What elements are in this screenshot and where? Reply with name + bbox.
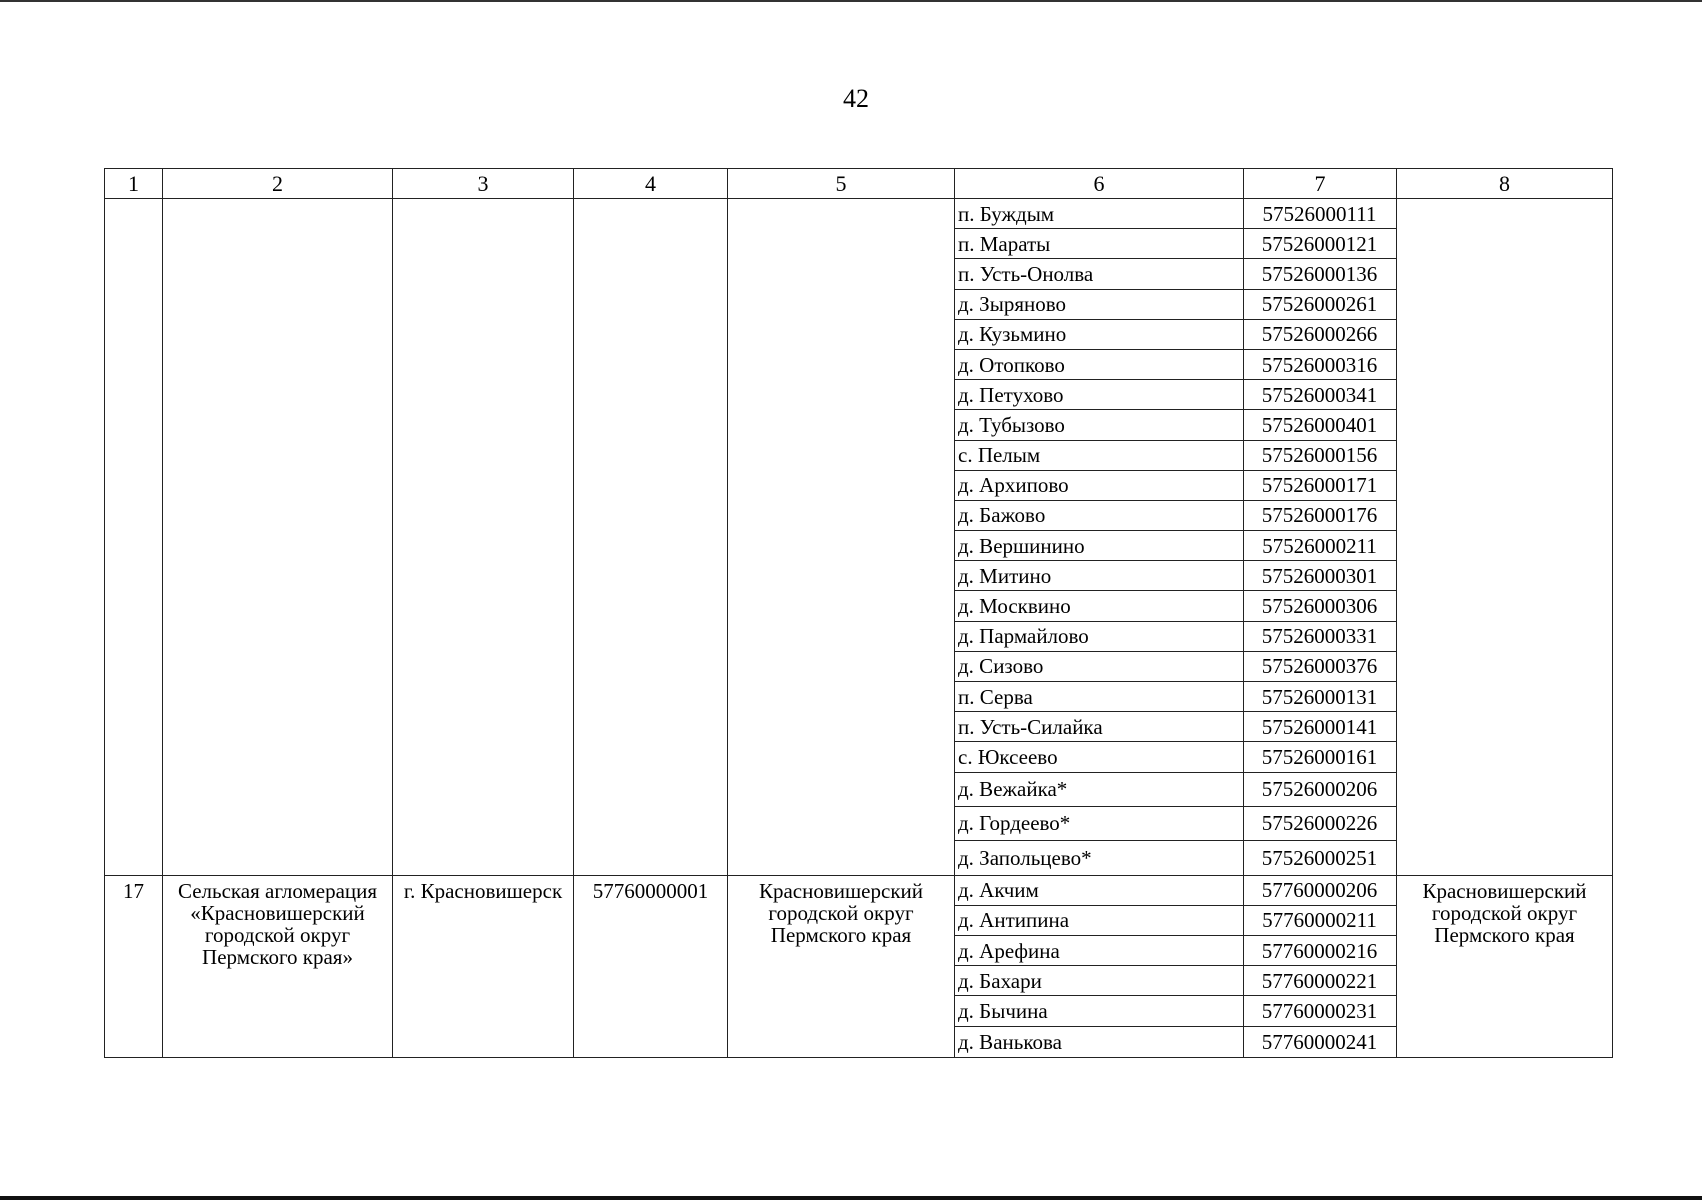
settlement-name: д. Запольцево* [958,845,1092,870]
settlement-name: д. Антипина [955,906,1243,936]
header-col-7: 7 [1244,169,1397,199]
settlement-code: 57760000216 [1244,936,1396,966]
settlement-name: д. Тубызово [955,410,1243,440]
scan-edge-top [0,0,1702,2]
settlement-code: 57526000171 [1244,471,1396,501]
settlement-code: 57526000211 [1244,531,1396,561]
header-col-2: 2 [163,169,393,199]
center-code: 57760000001 [574,875,728,1057]
settlement-code: 57526000401 [1244,410,1396,440]
settlement-code: 57526000316 [1244,350,1396,380]
settlement-name: д. Отопково [955,350,1243,380]
settlement-code: 57760000241 [1261,1029,1378,1054]
header-col-8: 8 [1397,169,1613,199]
settlement-code: 57526000306 [1244,591,1396,621]
settlement-code: 57526000131 [1244,682,1396,712]
settlement-name: с. Пелым [955,441,1243,471]
settlement-code: 57526000176 [1244,501,1396,531]
header-col-4: 4 [574,169,728,199]
header-col-3: 3 [393,169,574,199]
settlement-name: д. Бажово [955,501,1243,531]
settlement-name: д. Арефина [955,936,1243,966]
number-cell [105,199,163,876]
settlement-name: д. Архипово [955,471,1243,501]
row-number: 17 [105,875,163,1057]
settlement-code: 57526000161 [1244,742,1396,772]
settlement-list [955,199,1244,876]
settlement-code: 57526000136 [1244,259,1396,289]
settlement-code-list [1244,199,1397,876]
settlement-name: д. Пармайлово [955,622,1243,652]
settlement-name: п. Буждым [955,199,1243,229]
settlement-name: с. Юксеево [955,742,1243,772]
settlement-code: 57526000111 [1244,199,1396,229]
header-col-1: 1 [105,169,163,199]
settlement-name: п. Серва [955,682,1243,712]
settlement-list [955,875,1244,1057]
settlement-name: д. Кузьмино [955,320,1243,350]
settlement-code: 57760000206 [1244,876,1396,906]
center-name: г. Красновишерск [393,875,574,1057]
settlement-code: 57760000221 [1244,966,1396,996]
responsible-name: Красновишерский городской округ Пермского края [1397,875,1613,1057]
settlement-name: д. Гордеево* [955,807,1243,841]
settlements-table [104,168,1613,1058]
responsible-cell [1397,199,1613,876]
municipality-cell [728,199,955,876]
settlement-code: 57526000376 [1244,652,1396,682]
table-row [105,875,1613,1057]
settlement-name: п. Усть-Онолва [955,259,1243,289]
settlement-name: д. Митино [955,561,1243,591]
settlement-name: д. Петухово [955,380,1243,410]
header-col-6: 6 [955,169,1244,199]
agglomeration-cell [163,199,393,876]
settlement-name: д. Зыряново [955,290,1243,320]
settlement-code-list [1244,875,1397,1057]
settlement-code: 57760000231 [1244,996,1396,1026]
settlement-name: д. Москвино [955,591,1243,621]
center-cell [393,199,574,876]
settlement-code: 57760000211 [1244,906,1396,936]
settlement-code: 57526000156 [1244,441,1396,471]
settlement-name: д. Акчим [955,876,1243,906]
center-code-cell [574,199,728,876]
table-row [105,199,1613,876]
agglomeration-name: Сельская агломерация «Красновишерский городской округ Пермского края» [163,875,393,1057]
settlement-name: д. Ванькова [958,1029,1062,1054]
settlement-name: п. Мараты [955,229,1243,259]
settlement-name: д. Бахари [955,966,1243,996]
settlement-code: 57526000121 [1244,229,1396,259]
settlement-code: 57526000206 [1244,773,1396,807]
header-row [105,169,1613,199]
municipality-name: Красновишерский городской округ Пермского края [728,875,955,1057]
settlement-name: п. Усть-Силайка [955,712,1243,742]
settlement-code: 57526000301 [1244,561,1396,591]
settlement-name: д. Бычина [955,996,1243,1026]
scan-edge-bottom [0,1196,1702,1200]
settlement-code: 57526000141 [1244,712,1396,742]
settlement-code: 57526000341 [1244,380,1396,410]
page-number: 42 [843,84,869,113]
settlement-code: 57526000261 [1244,290,1396,320]
settlement-code: 57526000226 [1244,807,1396,841]
header-col-5: 5 [728,169,955,199]
settlement-name: д. Вершинино [955,531,1243,561]
settlement-name: д. Сизово [955,652,1243,682]
settlement-name: д. Вежайка* [955,773,1243,807]
settlement-code: 57526000266 [1244,320,1396,350]
settlement-code: 57526000331 [1244,622,1396,652]
settlement-code: 57526000251 [1261,845,1378,870]
